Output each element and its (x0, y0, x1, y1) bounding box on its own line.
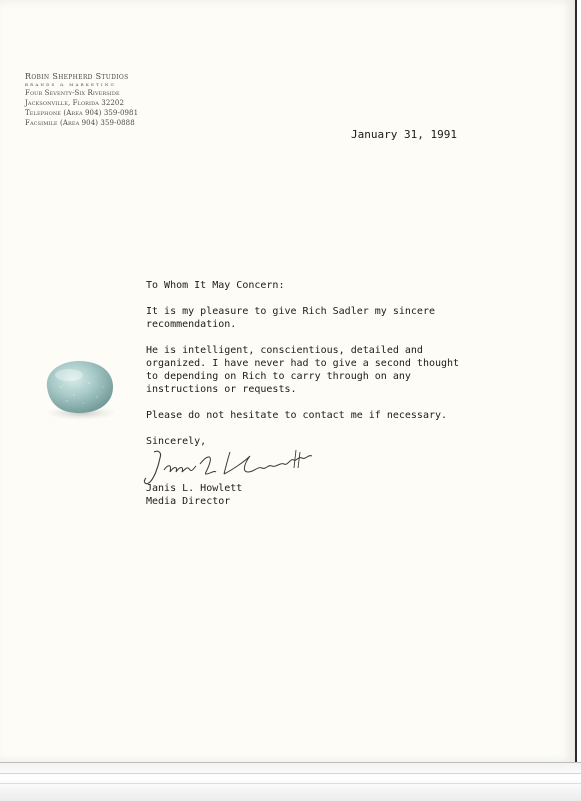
paragraph-1: It is my pleasure to give Rich Sadler my sincere recommendation. (146, 306, 435, 330)
address-line-2: Jacksonville, Florida 32202 (25, 99, 125, 107)
paragraph-3: Please do not hesitate to contact me if necessary. (146, 410, 448, 421)
studio-tagline: BRANDS & MARKETING (25, 82, 116, 87)
facsimile-line: Facsimile (Area 904) 359-0888 (25, 119, 135, 127)
scan-bottom-edge (0, 762, 581, 801)
signer-title: Media Director (146, 496, 231, 507)
signer-name: Janis L. Howlett (146, 483, 243, 494)
address-line-1: Four Seventy-Six Riverside (25, 89, 120, 97)
letterhead (25, 72, 138, 128)
letter-body (146, 279, 546, 461)
studio-name: Robin Shepherd Studios (25, 72, 129, 81)
letter-date: January 31, 1991 (351, 128, 457, 141)
sea-glass-stone-icon (39, 357, 118, 421)
closing: Sincerely, (146, 436, 207, 447)
salutation: To Whom It May Concern: (146, 280, 285, 291)
telephone-line: Telephone (Area 904) 359-0981 (25, 109, 139, 117)
paragraph-2: He is intelligent, conscientious, detailed and organized. I have never had to give a second thought to depending on Rich to carry through on any instructions or requests. (146, 345, 460, 395)
